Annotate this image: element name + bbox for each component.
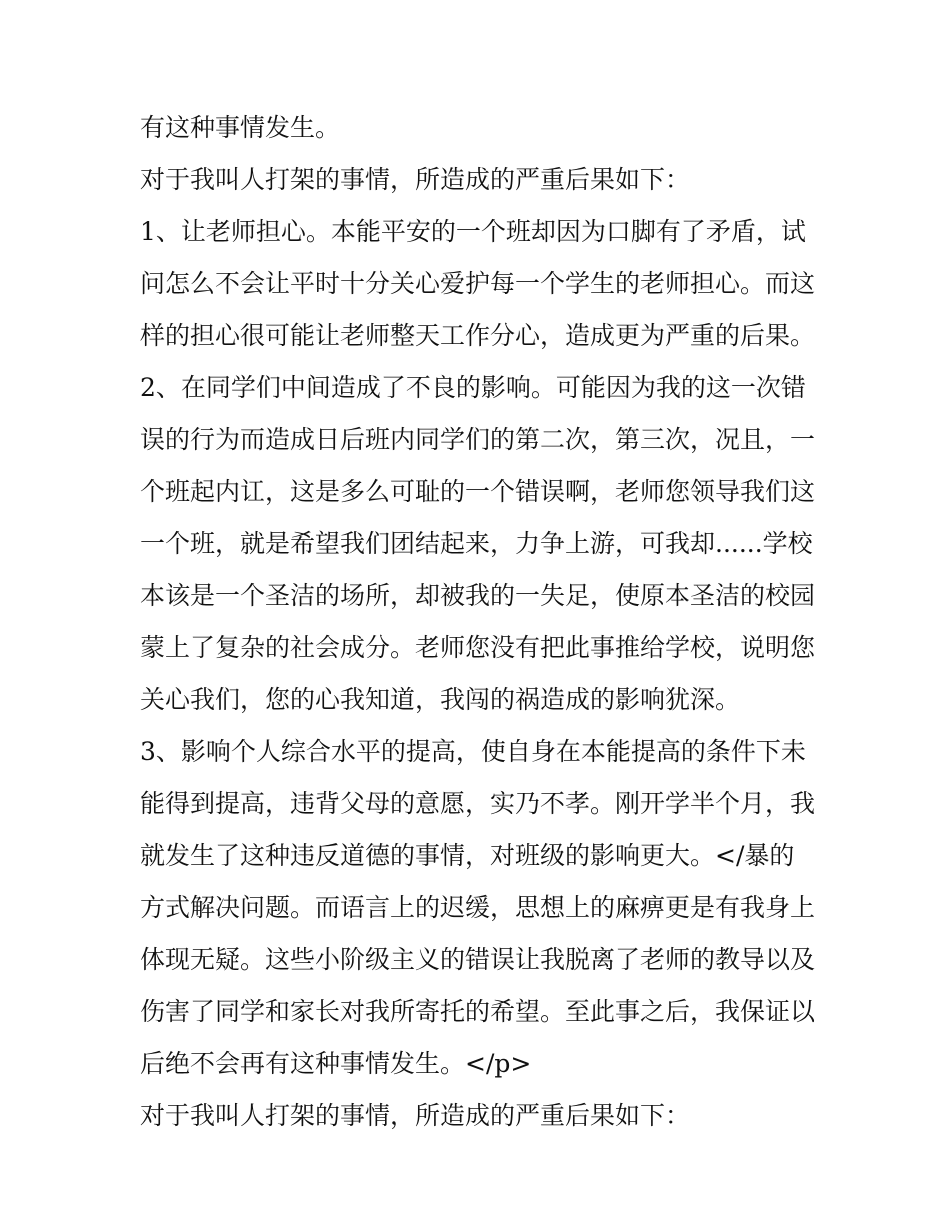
text-line: 关心我们，您的心我知道，我闯的祸造成的影响犹深。: [140, 685, 741, 714]
text-line: 方式解决问题。而语言上的迟缓，思想上的麻痹更是有我身上: [140, 893, 816, 922]
text-line: 体现无疑。这些小阶级主义的错误让我脱离了老师的教导以及: [140, 945, 816, 974]
text-line: 伤害了同学和家长对我所寄托的希望。至此事之后，我保证以: [140, 997, 816, 1026]
text-line: 样的担心很可能让老师整天工作分心，造成更为严重的后果。: [140, 321, 816, 350]
text-line: 对于我叫人打架的事情，所造成的严重后果如下：: [140, 1101, 691, 1130]
text-line: 后绝不会再有这种事情发生。</p>: [140, 1049, 532, 1078]
text-line: 问怎么不会让平时十分关心爱护每一个学生的老师担心。而这: [140, 269, 816, 298]
text-line: 3、影响个人综合水平的提高，使自身在本能提高的条件下未: [140, 737, 806, 766]
text-line: 蒙上了复杂的社会成分。老师您没有把此事推给学校，说明您: [140, 633, 816, 662]
text-line: 1、让老师担心。本能平安的一个班却因为口脚有了矛盾，试: [140, 217, 806, 246]
text-line: 有这种事情发生。: [140, 113, 341, 142]
text-line: 就发生了这种违反道德的事情，对班级的影响更大。</暴的: [140, 841, 795, 870]
text-line: 一个班，就是希望我们团结起来，力争上游，可我却......学校: [140, 529, 813, 558]
text-line: 2、在同学们中间造成了不良的影响。可能因为我的这一次错: [140, 373, 806, 402]
text-line: 对于我叫人打架的事情，所造成的严重后果如下：: [140, 165, 691, 194]
text-line: 误的行为而造成日后班内同学们的第二次，第三次，况且，一: [140, 425, 816, 454]
document-body: [140, 106, 820, 1146]
text-line: 个班起内讧，这是多么可耻的一个错误啊，老师您领导我们这: [140, 477, 816, 506]
text-line: 本该是一个圣洁的场所，却被我的一失足，使原本圣洁的校园: [140, 581, 816, 610]
text-line: 能得到提高，违背父母的意愿，实乃不孝。刚开学半个月，我: [140, 789, 816, 818]
